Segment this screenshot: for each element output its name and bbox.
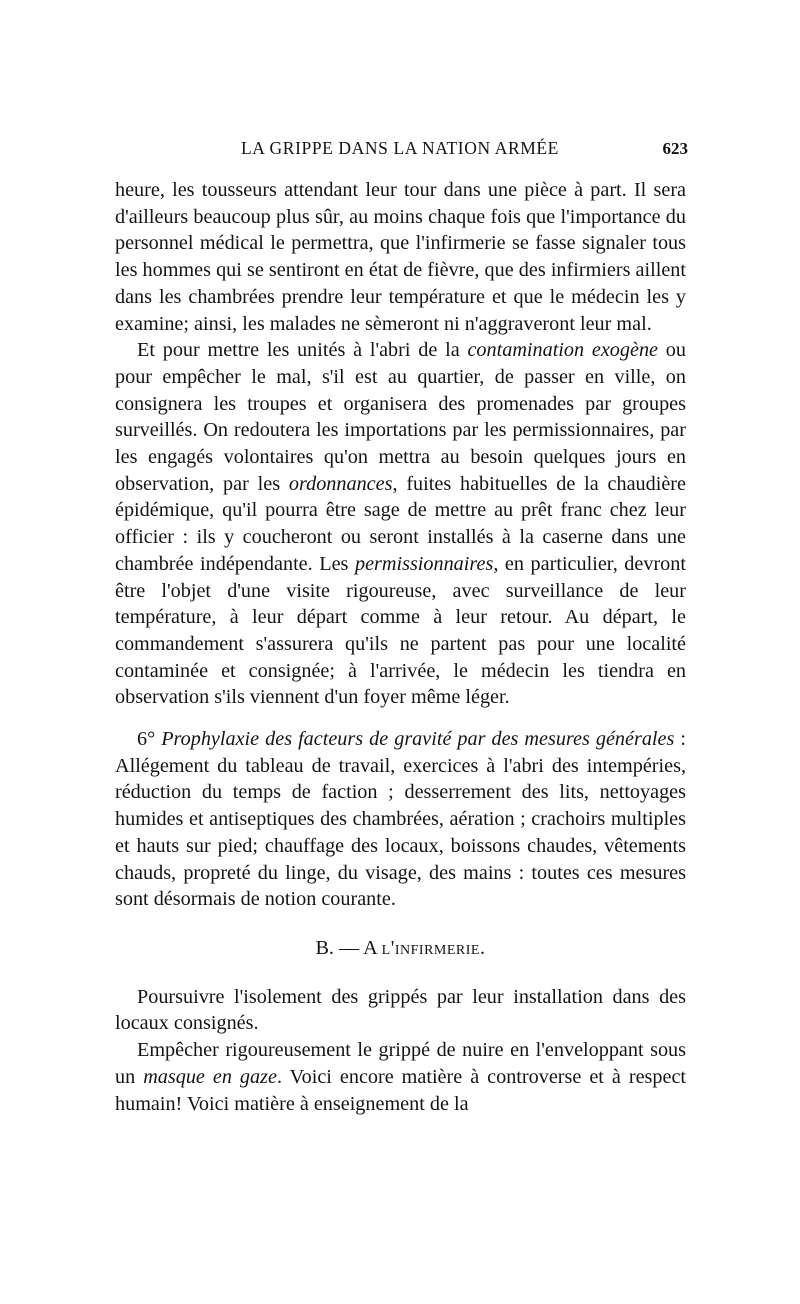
section-number: 6°	[137, 728, 162, 751]
paragraph-2-emphasis-ordonnances: ordonnances	[288, 472, 393, 495]
paragraph-5-emphasis-masque: masque en gaze	[143, 1065, 277, 1088]
paragraph-3	[115, 726, 686, 913]
section-heading-infirmerie	[115, 935, 686, 962]
page-body	[115, 177, 686, 1117]
paragraph-2-text-c: ou pour empêcher le mal, s'il est au quartier, de passer en ville, on consignera les troupes et organisera des promenades par groupes surveillés. On redoutera les importations par les permissionnaires, par les engagés volontaires qu'on mettra au besoin quelques jours en observation, par les	[115, 339, 686, 495]
paragraph-2-emphasis-contamination: contamination exogène	[467, 339, 659, 362]
paragraph-5	[115, 1037, 686, 1117]
section-heading-prophylaxie: Prophylaxie des facteurs de gravité par des mesures générales	[161, 728, 675, 751]
section-title: l'infirmerie.	[381, 936, 486, 959]
paragraph-2-emphasis-permissionnaires: permissionnaires	[354, 552, 494, 575]
paragraph-5-text-a: Empêcher rigoureusement le grippé de nuire en l'enveloppant sous un	[115, 1039, 686, 1088]
running-title: LA GRIPPE DANS LA NATION ARMÉE	[241, 138, 559, 158]
paragraph-2-text-g: , en particulier, devront être l'objet d'une visite rigoureuse, avec surveillance de leur température, à leur départ comme à leur retour. Au départ, le commandement s'assurera qu'ils ne partent pas pour une localité contaminée et consignée; à l'arrivée, le médecin les tiendra en observation s'ils viennent d'un foyer même léger.	[115, 552, 686, 709]
paragraph-2-text-a: Et pour mettre les unités à l'abri de la	[137, 339, 468, 362]
running-header	[115, 138, 688, 164]
paragraph-2-text-e: , fuites habituelles de la chaudière épidémique, qu'il pourra être sage de mettre au prêt franc chez leur officier : ils y coucheront ou seront installés à la caserne dans une chambrée indépendante. Les	[115, 472, 686, 575]
paragraph-1: heure, les tousseurs attendant leur tour dans une pièce à part. Il sera d'ailleurs beaucoup plus sûr, au moins chaque fois que l'importance du personnel médical le permettra, que l'infirmerie se fasse signaler tous les hommes qui se sentiront en état de fièvre, que des infirmiers aillent dans les chambrées prendre leur température et que le médecin les y examine; ainsi, les malades ne sèmeront ni n'aggraveront leur mal.	[115, 179, 686, 335]
paragraph-3-text: : Allégement du tableau de travail, exercices à l'abri des intempéries, réduction du temps de faction ; desserrement des lits, nettoyages humides et antiseptiques des chambrées, aération ; crachoirs multiples et hauts sur pied; chauffage des locaux, boissons chaudes, vêtements chauds, propreté du linge, du visage, des mains : toutes ces mesures sont désormais de notion courante.	[115, 728, 686, 911]
paragraph-4: Poursuivre l'isolement des grippés par leur installation dans des locaux consignés.	[115, 985, 686, 1035]
paragraph-5-text-c: . Voici encore matière à controverse et à respect humain! Voici matière à enseignement de la	[115, 1065, 687, 1115]
page-number: 623	[662, 139, 688, 158]
paragraph-2	[115, 337, 686, 711]
section-letter: B. — A	[315, 936, 382, 959]
